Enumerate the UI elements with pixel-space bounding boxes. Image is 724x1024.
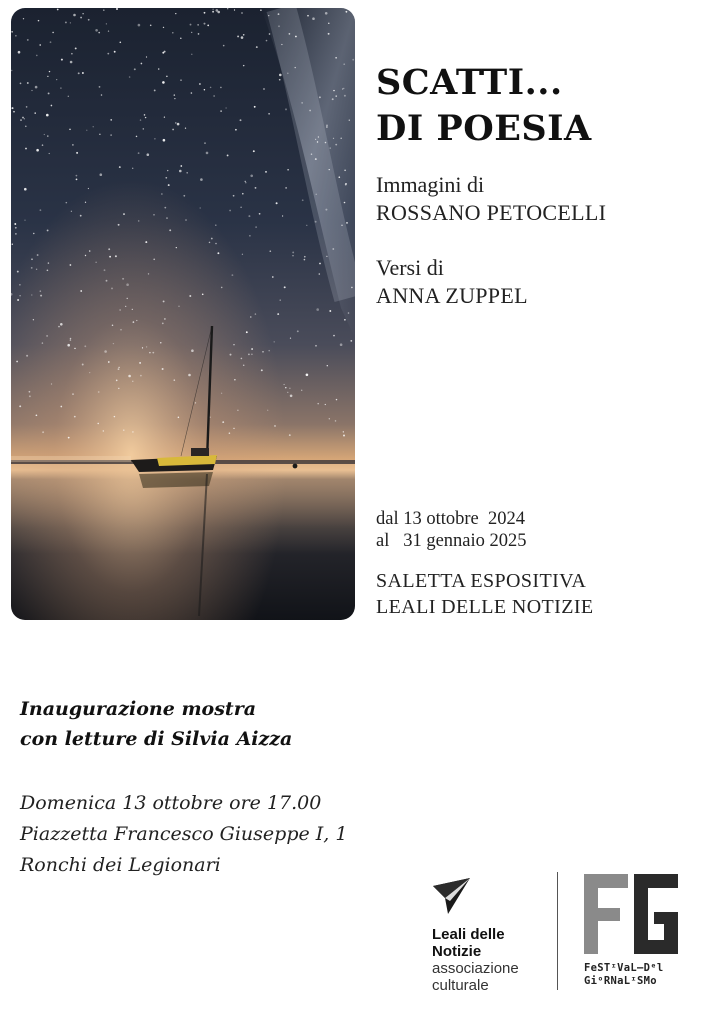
- inauguration-heading: [20, 694, 292, 754]
- leali-name: [432, 926, 505, 960]
- festival-name: [584, 962, 663, 988]
- leali-name-line-1: Leali delle: [432, 926, 505, 943]
- verses-author: ANNA ZUPPEL: [376, 283, 528, 308]
- verses-credit: [376, 254, 528, 310]
- leali-delle-notizie-logo: [432, 876, 547, 996]
- title-line-2: DI POESIA: [376, 108, 592, 149]
- leali-subtitle: [432, 960, 519, 994]
- images-author: ROSSANO PETOCELLI: [376, 200, 607, 225]
- exhibition-dates: [376, 508, 527, 552]
- inauguration-line-1: Inaugurazione mostra: [20, 698, 257, 720]
- venue-line-2: LEALI DELLE NOTIZIE: [376, 596, 594, 618]
- festival-giornalismo-logo: [584, 872, 694, 992]
- event-datetime: Domenica 13 ottobre ore 17.00: [20, 792, 322, 814]
- title-line-1: SCATTI...: [376, 62, 563, 103]
- leali-sub-line-1: associazione: [432, 960, 519, 977]
- festival-line-1: FeSTᶦVaL—Dᵉl: [584, 962, 664, 974]
- date-to: al 31 gennaio 2025: [376, 531, 527, 551]
- event-address: Piazzetta Francesco Giuseppe I, 1: [20, 823, 348, 845]
- exhibition-title: [376, 60, 592, 152]
- festival-line-2: GiᵒRNaLᶦSMo: [584, 975, 657, 987]
- leali-sub-line-2: culturale: [432, 977, 489, 994]
- fg-mark-icon: [584, 872, 680, 958]
- night-sky-sailboat-photo: [11, 8, 355, 620]
- event-city: Ronchi dei Legionari: [20, 854, 221, 876]
- verses-label: Versi di: [376, 255, 444, 280]
- images-credit: [376, 171, 606, 227]
- date-from: dal 13 ottobre 2024: [376, 509, 526, 529]
- leali-name-line-2: Notizie: [432, 943, 482, 960]
- event-details: [20, 788, 347, 881]
- paper-plane-icon: [432, 876, 472, 916]
- inauguration-line-2: con letture di Silvia Aizza: [20, 728, 293, 750]
- logo-divider: [557, 872, 558, 990]
- images-label: Immagini di: [376, 172, 485, 197]
- exhibition-venue: [376, 568, 594, 620]
- venue-line-1: SALETTA ESPOSITIVA: [376, 570, 587, 592]
